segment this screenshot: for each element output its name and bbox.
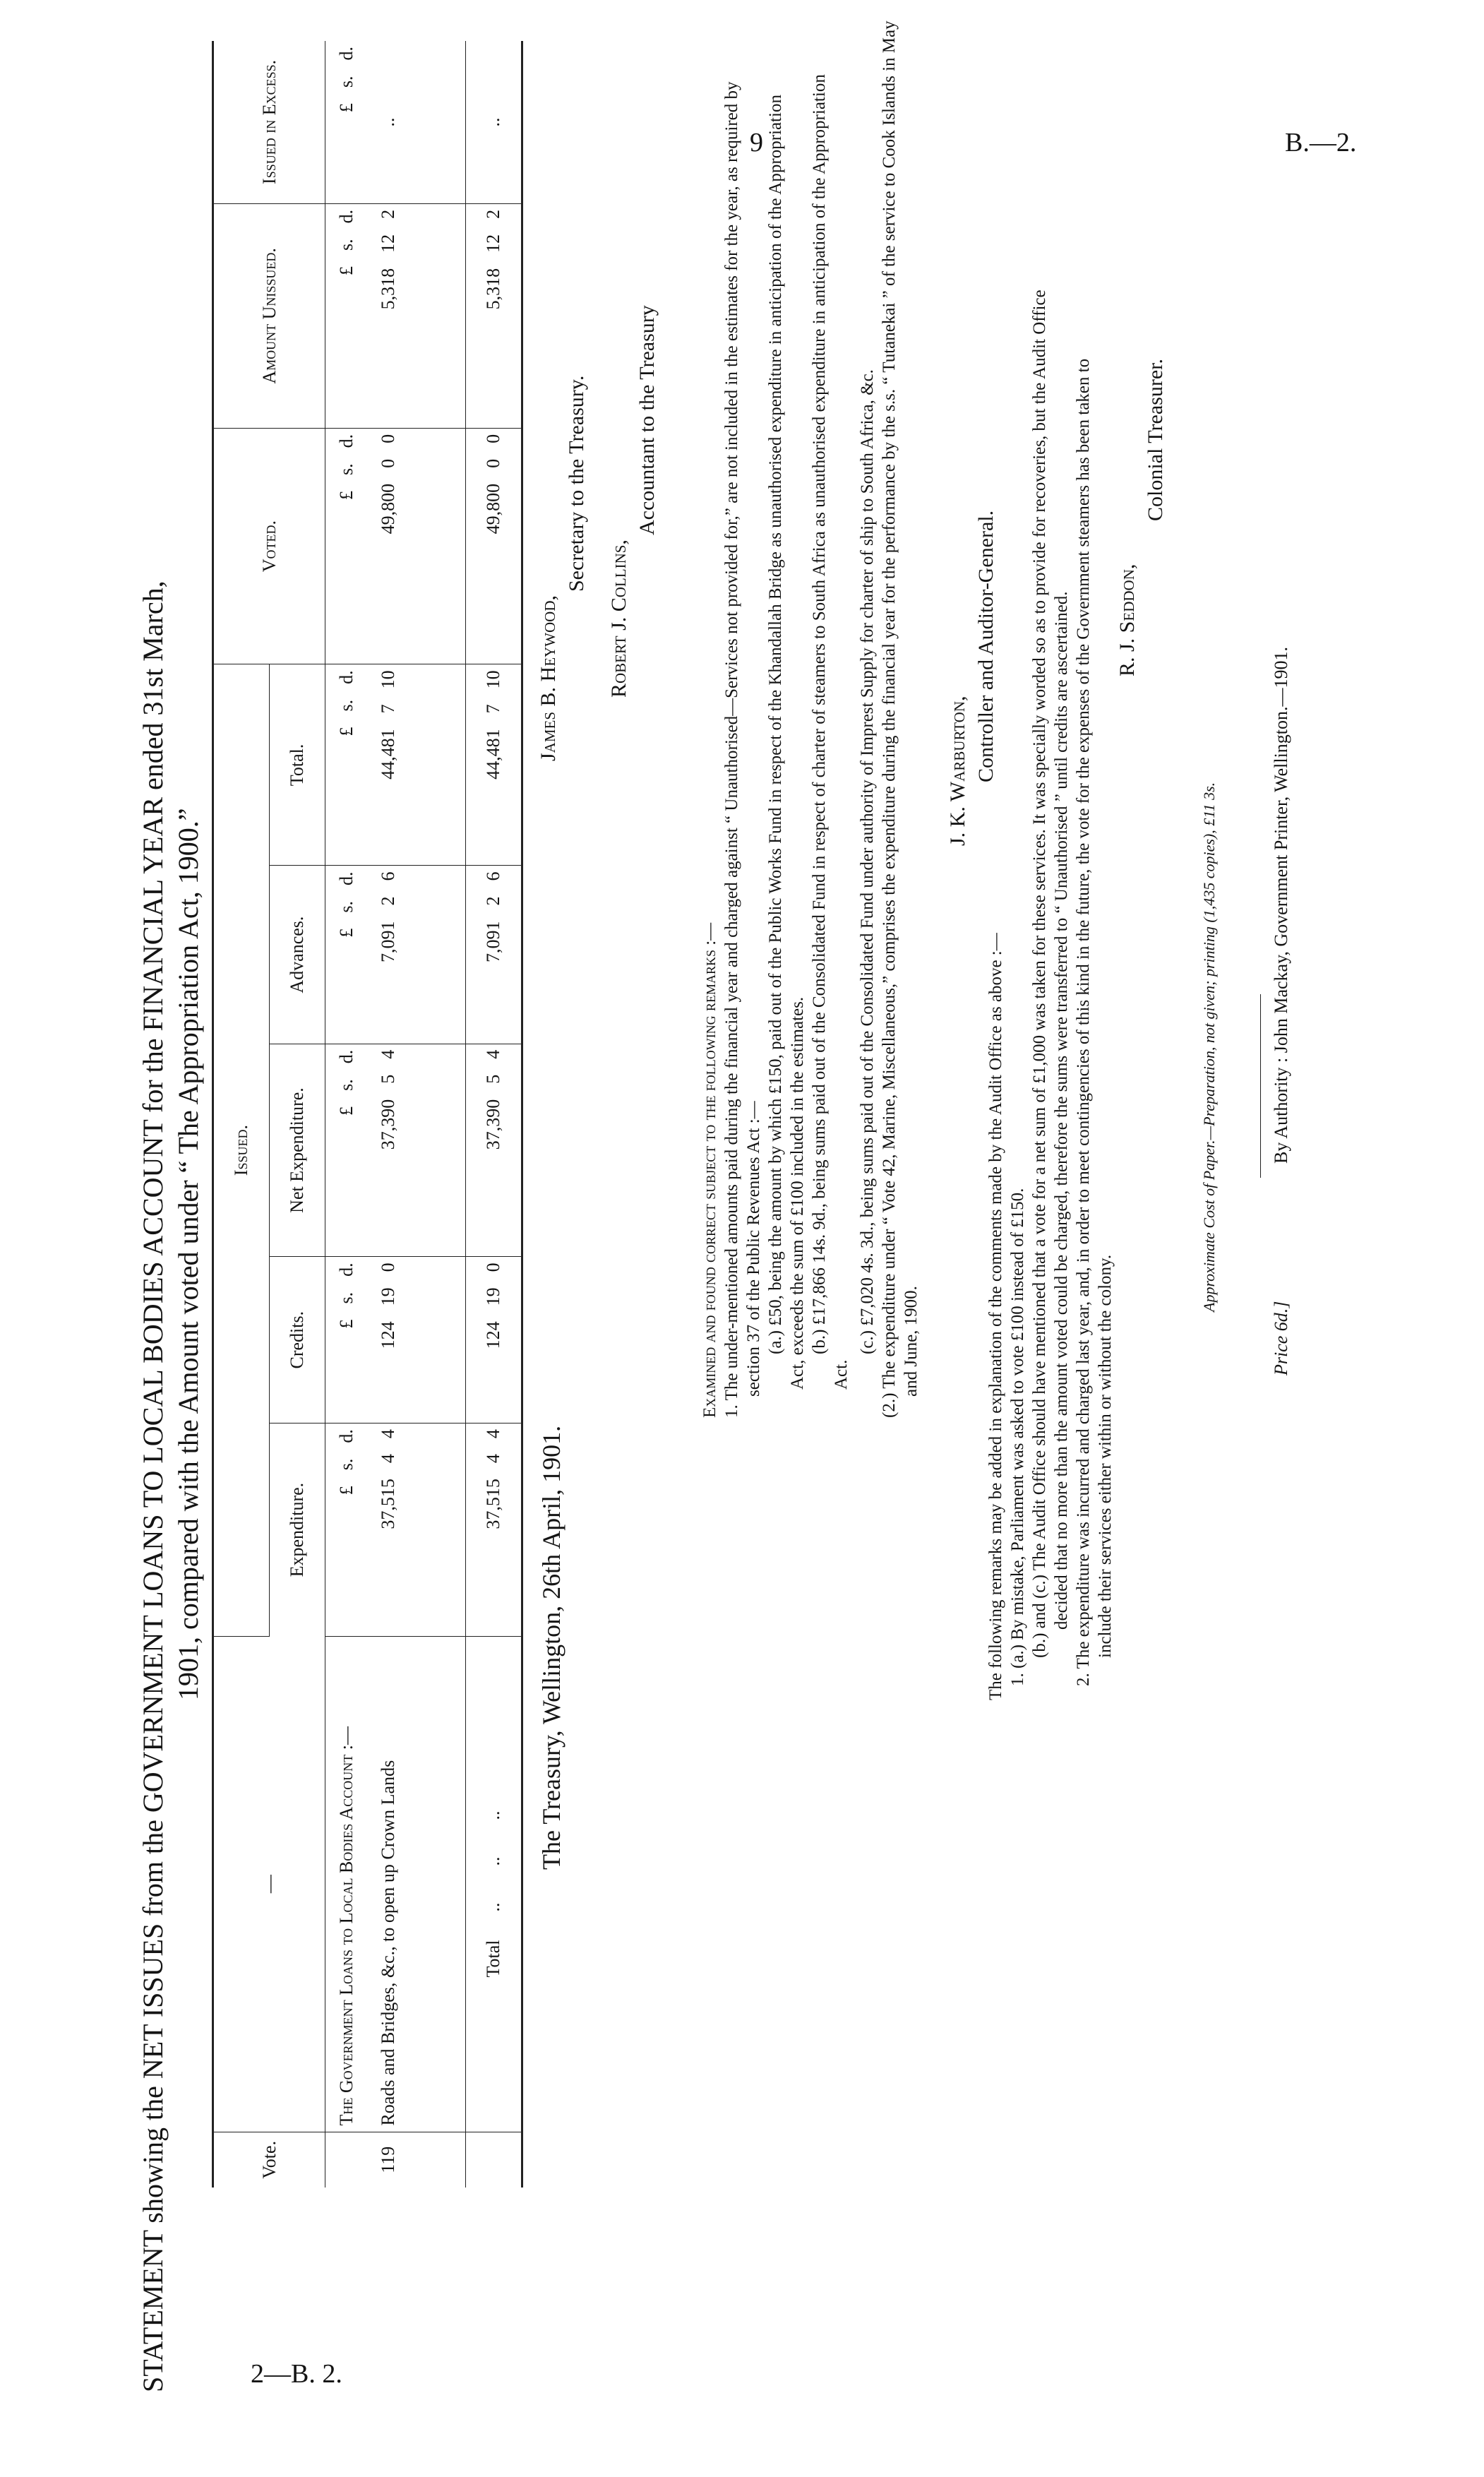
page-number: 9: [750, 128, 763, 157]
expenditure-header: Expenditure.: [270, 1423, 325, 1637]
title-line-2: 1901, compared with the Amount voted under “ The Appropriation Act, 1900.”: [172, 808, 204, 1700]
title-line-1: STATEMENT showing the NET ISSUES from the GOVERNMENT LOANS TO LOCAL BODIES ACCOUNT for the FINANCIAL YEAR ended 31st March,: [137, 580, 169, 2392]
dateline: The Treasury, Wellington, 26th April, 1901.: [537, 1425, 566, 1870]
statement-title: [136, 580, 206, 2392]
title-seddon: Colonial Treasurer.: [1144, 359, 1167, 521]
description-header: —: [213, 1636, 325, 2132]
signature-warburton: J. K. Warburton,: [946, 696, 969, 846]
price-label: Price 6d.]: [1271, 1301, 1291, 1375]
advances-header: Advances.: [270, 866, 325, 1044]
signature-seddon: R. J. Seddon,: [1115, 563, 1139, 676]
side-label: 2—B. 2.: [251, 2359, 342, 2389]
credits-header: Credits.: [270, 1257, 325, 1423]
cost-note: Approximate Cost of Paper.—Preparation, not given; printing (1,435 copies), £11 3s.: [1200, 782, 1218, 1312]
footer-rule: [1260, 994, 1261, 1178]
examined-remarks: Examined and found correct subject to the following remarks :— 1. The under-mentioned amounts paid during the financial year and charged against “ Unauthorised—Services not provided for,” are not included in the estimates for the year, as required by section 37 of the Public Revenues Act :— (a.) £50, being the amount by which £150, paid out of the Public Works Fund in respect of the Khandallah Bridge as unauthorised expenditure in anticipation of the Appropriation Act, exceeds the sum of £100 included in the estimates. (b.) £17,866 14s. 9d., being sums paid out of the Consolidated Fund in respect of charter of steamers to South Africa as unauthorised expenditure in anticipation of the Appropriation Act. (c.) £7,020 4s. 3d., being sums paid out of the Consolidated Fund under authority of Imprest Supply for charter of ship to South Africa, &c. (2.) The expenditure under “ Vote 42, Marine, Miscellaneous,” comprises the expenditure during the financial year for the performance by the s.s. “ Tutanekai ” of the service to Cook Islands in May and June, 1900.: [700, 20, 921, 1418]
table-row: 119 Roads and Bridges, &c., to open up Crown Lands 37,515 4 4 124 19 0 37,390 5 4 7,091 2 6 44,481 7 10 49,800 0 0 5,318 12 2 ..: [368, 41, 466, 2187]
vote-number: 119: [378, 2146, 398, 2173]
title-collins: Accountant to the Treasury: [635, 305, 659, 535]
printer-authority: By Authority : John Mackay, Government Printer, Wellington.—1901.: [1271, 646, 1291, 1164]
title-heywood: Secretary to the Treasury.: [565, 375, 588, 592]
voted-header: Voted.: [213, 428, 325, 664]
title-warburton: Controller and Auditor-General.: [974, 510, 998, 782]
net-expenditure-header: Net Expenditure.: [270, 1044, 325, 1257]
signature-collins: Robert J. Collins,: [607, 539, 630, 698]
following-remarks: The following remarks may be added in explanation of the comments made by the Audit Office as above :— 1. (a.) By mistake, Parliament was asked to vote £100 instead of £150. (b.) and (c.) The Audit Office should have mentioned that a vote for a net sum of £1,000 was taken for these services. It was specially worded so as to provide for recoveries, but the Audit Office decided that no more than the amount voted could be charged, therefore the sums were transferred to “ Unauthorised ” until credits are ascertained. 2. The expenditure was incurred and charged last year, and, in order to meet contingencies of this kind in the future, the vote for the expenses of the Government steamers has been taken to include their services either within or without the colony.: [986, 290, 1115, 1700]
total-row: Total.. .. .. 37,515 4 4 124 19 0 37,390 5 4 7,091 2 6 44,481 7 10 49,800 0 0 5,318 12 2 ..: [466, 41, 522, 2187]
section-heading: The Government Loans to Local Bodies Account :—: [325, 1636, 369, 2132]
vote-header: Vote.: [213, 2132, 325, 2187]
unissued-header: Amount Unissued.: [213, 203, 325, 428]
statement-table: [212, 41, 523, 2187]
row-description: Roads and Bridges, &c., to open up Crown Lands: [368, 1636, 466, 2132]
excess-header: Issued in Excess.: [213, 41, 325, 203]
total-header: Total.: [270, 664, 325, 866]
document-code: B.—2.: [1285, 128, 1357, 157]
units-row: The Government Loans to Local Bodies Account :— £ s. d. £ s. d. £ s. d. £ s. d. £ s. d. £ s. d. £ s. d. £ s. d.: [325, 41, 369, 2187]
signature-heywood: James B. Heywood,: [537, 595, 560, 761]
total-label: Total: [483, 1940, 503, 1978]
issued-header: Issued.: [213, 664, 270, 1636]
